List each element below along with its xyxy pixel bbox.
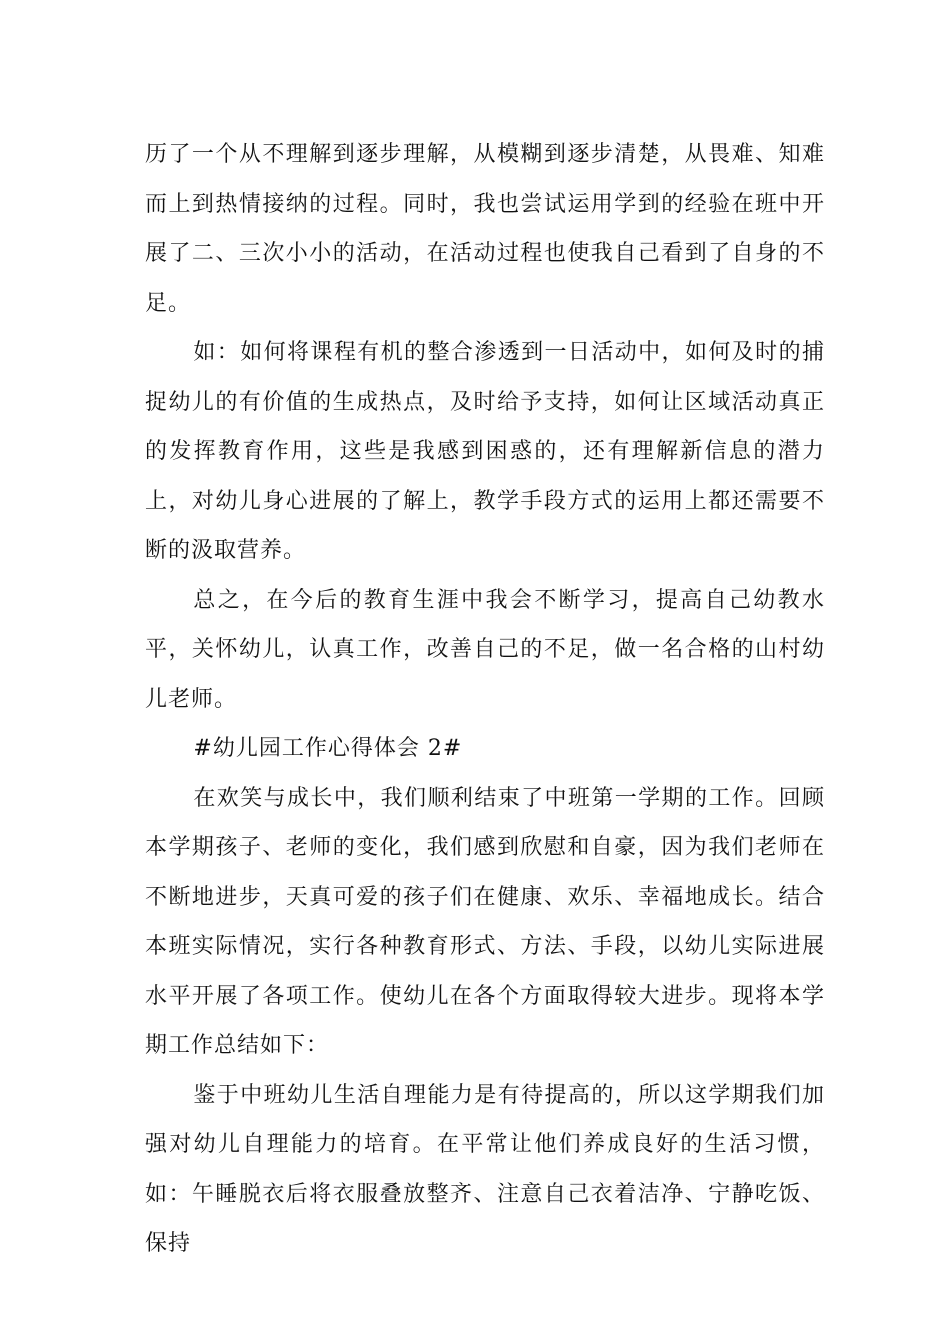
paragraph-difficulties: 如：如何将课程有机的整合渗透到一日活动中，如何及时的捕捉幼儿的有价值的生成热点，及时给予支持，如何让区域活动真正的发挥教育作用，这些是我感到困惑的，还有理解新信息的潜力上，对幼儿身心进展的了解上，教学手段方式的运用上都还需要不断的汲取营养。	[145, 340, 825, 563]
section-heading: #幼儿园工作心得体会 2#	[193, 736, 463, 761]
paragraph-semester-review: 在欢笑与成长中，我们顺利结束了中班第一学期的工作。回顾本学期孩子、老师的变化，我们感到欣慰和自豪，因为我们老师在不断地进步，天真可爱的孩子们在健康、欢乐、幸福地成长。结合本班实际情况，实行各种教育形式、方法、手段，以幼儿实际进展水平开展了各项工作。使幼儿在各个方面取得较大进步。现将本学期工作总结如下：	[145, 785, 825, 1058]
paragraph-continuation: 历了一个从不理解到逐步理解，从模糊到逐步清楚，从畏难、知难而上到热情接纳的过程。同时，我也尝试运用学到的经验在班中开展了二、三次小小的活动，在活动过程也使我自己看到了自身的不足。	[145, 142, 825, 316]
paragraph-self-care: 鉴于中班幼儿生活自理能力是有待提高的，所以这学期我们加强对幼儿自理能力的培育。在平常让他们养成良好的生活习惯，如：午睡脱衣后将衣服叠放整齐、注意自己衣着洁净、宁静吃饭、保持	[145, 1082, 825, 1256]
paragraph-conclusion: 总之，在今后的教育生涯中我会不断学习，提高自己幼教水平，关怀幼儿，认真工作，改善自己的不足，做一名合格的山村幼儿老师。	[145, 587, 825, 712]
document-body	[145, 130, 825, 1269]
